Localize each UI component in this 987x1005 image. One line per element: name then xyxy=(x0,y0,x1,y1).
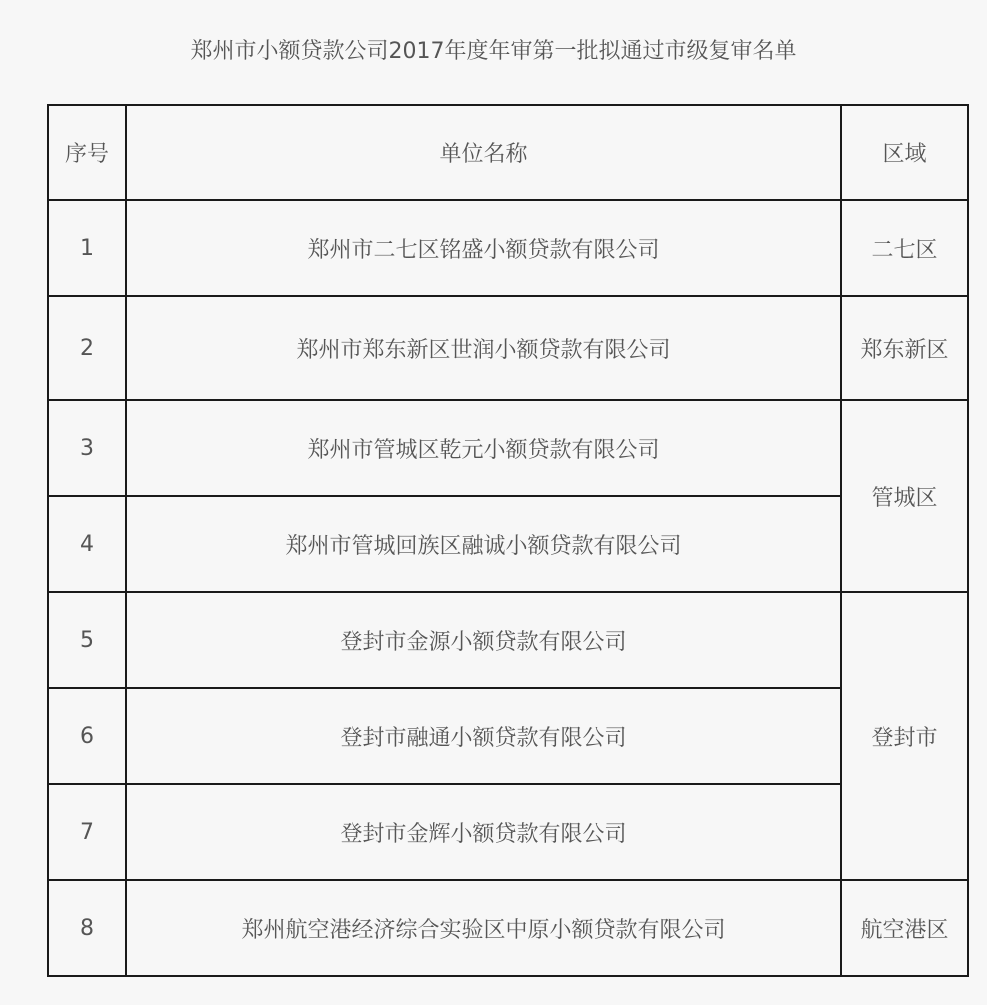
area-cell: 管城区 xyxy=(841,400,968,592)
table-row xyxy=(48,688,968,784)
seq-cell: 5 xyxy=(48,592,126,688)
company-name-cell: 郑州市郑东新区世润小额贷款有限公司 xyxy=(126,296,841,400)
header-area: 区域 xyxy=(841,105,968,200)
seq-cell: 6 xyxy=(48,688,126,784)
page-title: 郑州市小额贷款公司2017年度年审第一批拟通过市级复审名单 xyxy=(190,39,797,64)
table-row xyxy=(48,200,968,296)
seq-cell: 8 xyxy=(48,880,126,976)
table-row xyxy=(48,880,968,976)
company-name-cell: 郑州市管城回族区融诚小额贷款有限公司 xyxy=(126,496,841,592)
seq-cell: 1 xyxy=(48,200,126,296)
company-name-cell: 郑州市二七区铭盛小额贷款有限公司 xyxy=(126,200,841,296)
company-name-cell: 郑州航空港经济综合实验区中原小额贷款有限公司 xyxy=(126,880,841,976)
area-cell: 二七区 xyxy=(841,200,968,296)
company-name-cell: 登封市融通小额贷款有限公司 xyxy=(126,688,841,784)
company-name-cell: 登封市金辉小额贷款有限公司 xyxy=(126,784,841,880)
seq-cell: 7 xyxy=(48,784,126,880)
header-name: 单位名称 xyxy=(126,105,841,200)
header-seq: 序号 xyxy=(48,105,126,200)
area-cell: 登封市 xyxy=(841,592,968,880)
table-row xyxy=(48,784,968,880)
area-cell: 郑东新区 xyxy=(841,296,968,400)
table-row xyxy=(48,296,968,400)
seq-cell: 2 xyxy=(48,296,126,400)
company-name-cell: 登封市金源小额贷款有限公司 xyxy=(126,592,841,688)
table-header-row xyxy=(48,105,968,200)
area-cell: 航空港区 xyxy=(841,880,968,976)
table-row xyxy=(48,400,968,496)
table-row xyxy=(48,592,968,688)
seq-cell: 4 xyxy=(48,496,126,592)
company-list-table xyxy=(47,104,969,977)
table-row xyxy=(48,496,968,592)
seq-cell: 3 xyxy=(48,400,126,496)
company-name-cell: 郑州市管城区乾元小额贷款有限公司 xyxy=(126,400,841,496)
